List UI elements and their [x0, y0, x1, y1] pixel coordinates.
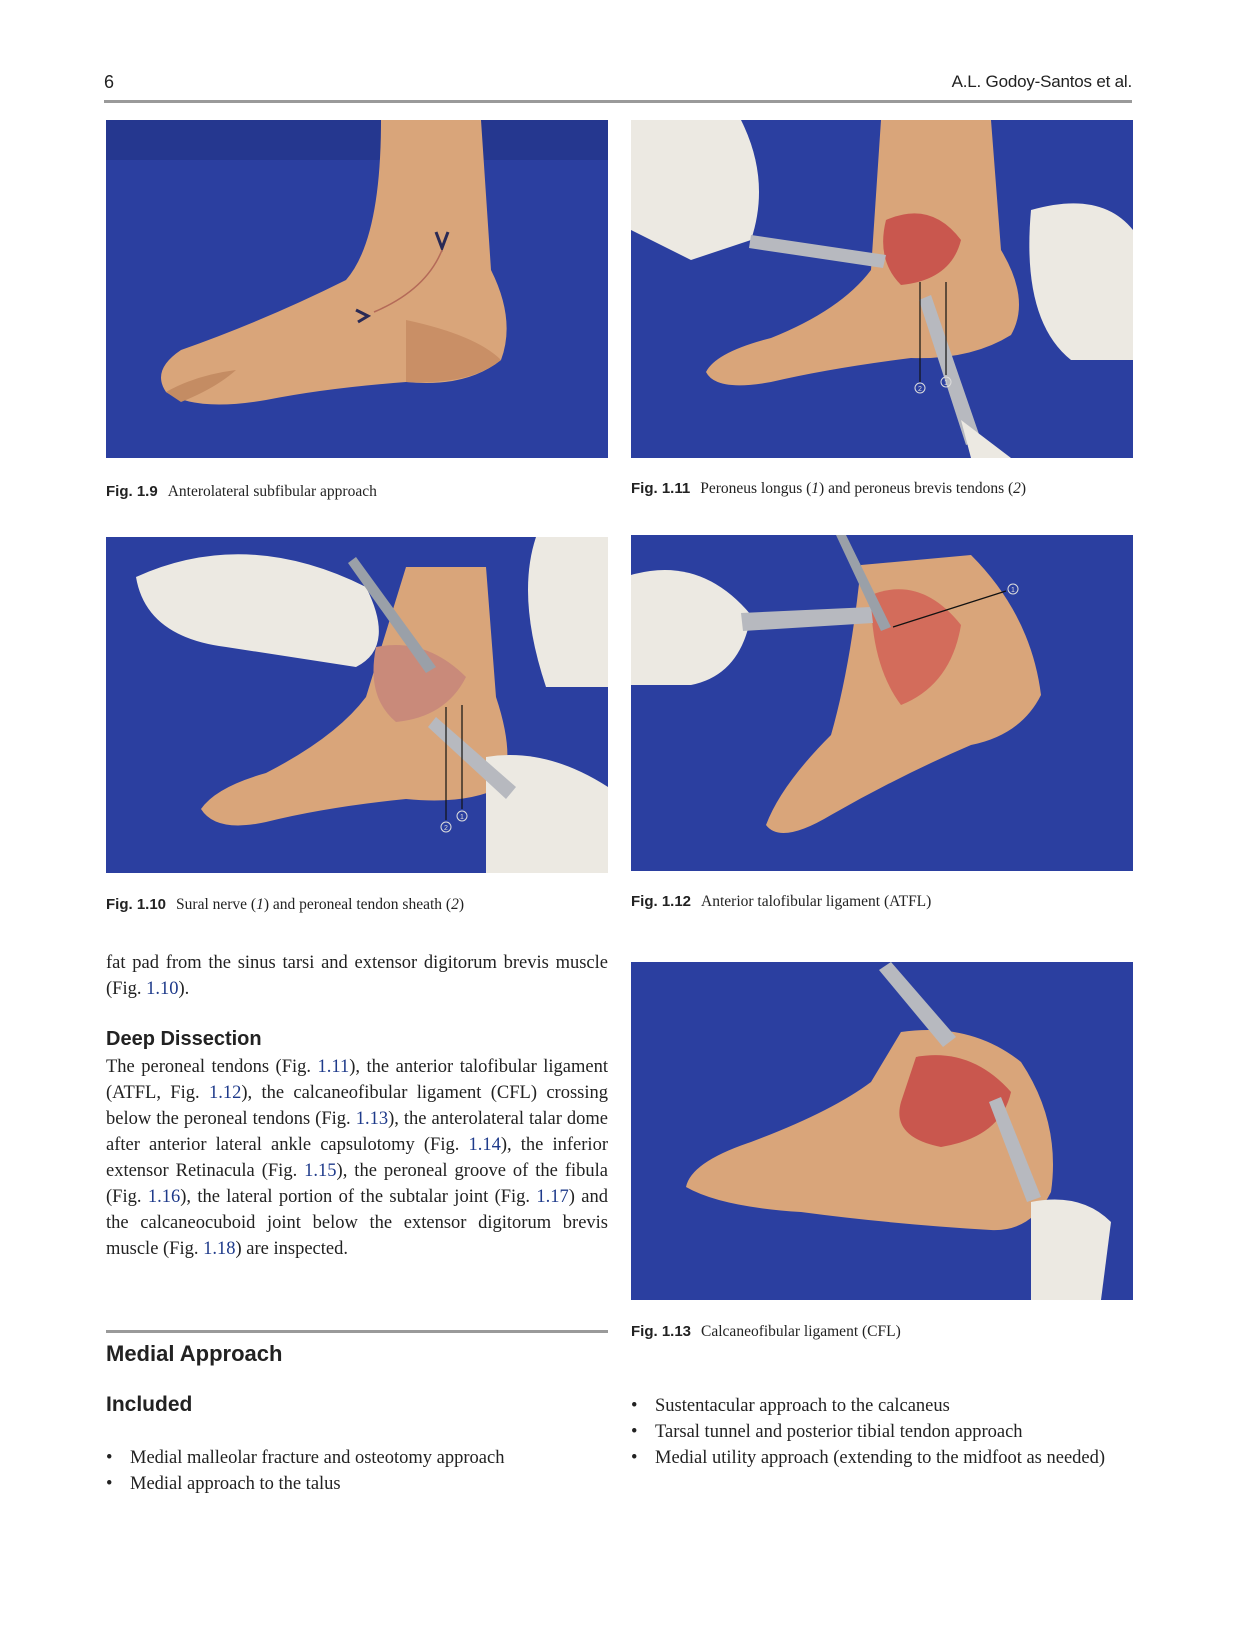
- caption-text: ) and peroneal tendon sheath (: [263, 896, 452, 913]
- figure-1-9-photo: [106, 120, 608, 458]
- bullet-list-left: [106, 1445, 608, 1497]
- list-item: • Sustentacular approach to the calcaneus: [631, 1393, 1133, 1419]
- caption-text: Sural nerve (: [176, 896, 257, 913]
- figure-1-13-caption-text: Calcaneofibular ligament (CFL): [701, 1323, 901, 1340]
- figure-reference[interactable]: 1.15: [304, 1161, 337, 1181]
- paragraph-text: ), the anterolateral talar dome after anterior lateral ankle capsulotomy (Fig.: [106, 1109, 608, 1155]
- figure-reference[interactable]: 1.13: [355, 1109, 389, 1129]
- figure-1-12-photo: [631, 535, 1133, 871]
- body-paragraph-1: [106, 950, 608, 1002]
- callout-1-fig-1-11: 1: [944, 380, 948, 387]
- paragraph-text: ), the lateral portion of the subtalar joint (Fig.: [180, 1187, 537, 1207]
- list-item: • Medial utility approach (extending to the midfoot as needed): [631, 1445, 1133, 1471]
- caption-italic: 1: [256, 896, 264, 913]
- figure-1-9-label: Fig. 1.9: [106, 483, 158, 500]
- callout-2-fig-1-11: 2: [918, 386, 922, 393]
- figure-1-10-caption: [106, 896, 464, 914]
- page-header: [104, 70, 1132, 103]
- paragraph-text: ) and the calcaneocuboid joint below the extensor digitorum brevis muscle (Fig.: [106, 1187, 609, 1259]
- page-number: 6: [104, 72, 115, 92]
- figure-1-12-label: Fig. 1.12: [631, 893, 692, 910]
- figure-reference[interactable]: 1.18: [203, 1239, 236, 1259]
- medial-approach-heading: Medial Approach: [106, 1341, 283, 1366]
- figure-reference[interactable]: 1.16: [147, 1187, 181, 1207]
- paragraph-text: ), the anterior talofibular ligament (ATFL, Fig.: [106, 1057, 608, 1103]
- figure-reference[interactable]: 1.10: [146, 979, 179, 999]
- figure-1-10-label: Fig. 1.10: [106, 896, 167, 913]
- callout-1-fig-1-12: 1: [1011, 587, 1015, 594]
- figure-1-13-caption: [631, 1323, 901, 1341]
- paragraph-text: ), the peroneal groove of the fibula (Fig.: [106, 1161, 608, 1207]
- figure-reference[interactable]: 1.12: [208, 1083, 242, 1103]
- figure-1-11-label: Fig. 1.11: [631, 480, 691, 497]
- caption-italic: 2: [451, 896, 459, 913]
- deep-dissection-heading: Deep Dissection: [106, 1028, 262, 1050]
- figure-1-9-caption: [106, 483, 377, 501]
- figure-1-11-photo: [631, 120, 1133, 458]
- list-item: • Tarsal tunnel and posterior tibial tendon approach: [631, 1419, 1133, 1445]
- paragraph-text: ).: [178, 979, 190, 999]
- callout-2-fig-1-10: 2: [444, 825, 448, 832]
- caption-italic: 1: [811, 480, 820, 497]
- figure-1-13-label: Fig. 1.13: [631, 1323, 692, 1340]
- paragraph-text: ), the inferior extensor Retinacula (Fig.: [106, 1135, 608, 1181]
- paragraph-text: ) are inspected.: [235, 1239, 348, 1259]
- caption-text: ): [458, 896, 464, 913]
- callout-1-fig-1-10: 1: [460, 814, 464, 821]
- paragraph-text: The peroneal tendons (Fig.: [106, 1057, 318, 1077]
- figure-1-11-caption: [631, 480, 1026, 498]
- running-head: A.L. Godoy-Santos et al.: [951, 72, 1132, 91]
- list-item: • Medial approach to the talus: [106, 1471, 608, 1497]
- caption-text: ) and peroneus brevis tendons (: [819, 480, 1014, 497]
- paragraph-text: fat pad from the sinus tarsi and extensor digitorum brevis muscle (Fig.: [106, 953, 608, 999]
- bullet-list-right: [631, 1393, 1133, 1471]
- paragraph-text: ), the calcaneofibular ligament (CFL) crossing below the peroneal tendons (Fig.: [106, 1083, 608, 1129]
- list-item: • Medial malleolar fracture and osteotomy approach: [106, 1445, 608, 1471]
- figure-1-12-caption-text: Anterior talofibular ligament (ATFL): [701, 893, 932, 910]
- included-subheading: Included: [106, 1393, 193, 1416]
- figure-1-10-photo: [106, 537, 608, 873]
- figure-reference[interactable]: 1.11: [317, 1057, 350, 1077]
- figure-reference[interactable]: 1.17: [536, 1187, 569, 1207]
- body-paragraph-2: [106, 1054, 608, 1262]
- figure-1-9-caption-text: Anterolateral subfibular approach: [167, 483, 377, 500]
- figure-reference[interactable]: 1.14: [468, 1135, 501, 1155]
- caption-text: Peroneus longus (: [700, 480, 812, 497]
- figure-1-13-photo: [631, 962, 1133, 1300]
- figure-1-12-caption: [631, 893, 931, 911]
- section-divider: [106, 1330, 608, 1333]
- caption-italic: 2: [1013, 480, 1021, 497]
- caption-text: ): [1020, 480, 1027, 497]
